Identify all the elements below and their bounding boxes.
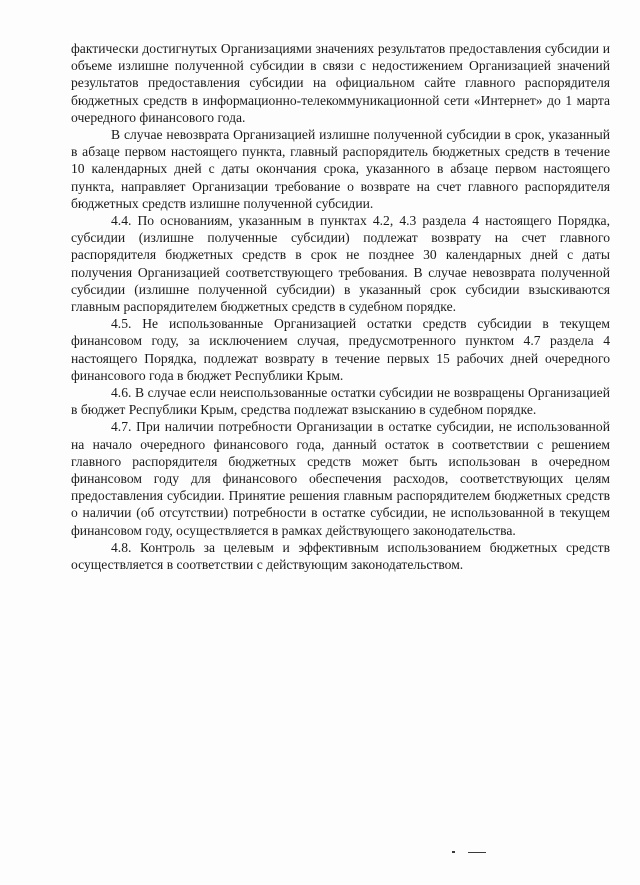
document-body bbox=[71, 40, 610, 573]
paragraph-4-5: 4.5. Не использованные Организацией остатки средств субсидии в текущем финансовом году, за исключением случая, предусмотренного пунктом 4.7 раздела 4 настоящего Порядка, подлежат возврату в течение первых 15 рабочих дней очередного финансового года в бюджет Республики Крым. bbox=[71, 316, 610, 383]
scan-mark bbox=[468, 852, 486, 853]
paragraph-4-6: 4.6. В случае если неиспользованные остатки субсидии не возвращены Организацией в бюджет Республики Крым, средства подлежат взысканию в судебном порядке. bbox=[71, 385, 610, 418]
paragraph-continuation: фактически достигнутых Организациями значениях результатов предоставления субсидии и объеме излишне полученной субсидии в связи с недостижением Организацией значений результатов предоставления субсидии на официальном сайте главного распорядителя бюджетных средств в информационно-телекоммуникационной сети «Интернет» до 1 марта очередного финансового года. bbox=[71, 41, 610, 125]
paragraph-4-7: 4.7. При наличии потребности Организации в остатке субсидии, не использованной на начало очередного финансового года, данный остаток в соответствии с решением главного распорядителя бюджетных средств может быть использован в очередном финансовом году для финансового обеспечения расходов, соответствующих целям предоставления субсидии. Принятие решения главным распорядителем бюджетных средств о наличии (об отсутствии) потребности в остатке субсидии, не использованной в текущем финансовом году, осуществляется в рамках действующего законодательства. bbox=[71, 419, 610, 538]
paragraph-4-8: 4.8. Контроль за целевым и эффективным использованием бюджетных средств осуществляется в соответствии с действующим законодательством. bbox=[71, 539, 610, 573]
scan-mark-dot bbox=[452, 851, 455, 853]
paragraph-4-4: 4.4. По основаниям, указанным в пунктах 4.2, 4.3 раздела 4 настоящего Порядка, субсидии (излишне полученные субсидии) подлежат возврату на счет главного распорядителя бюджетных средств в срок не позднее 30 календарных дней с даты получения Организацией соответствующего требования. В случае невозврата полученной субсидии (излишне полученной субсидии) в указанный срок субсидии взыскиваются главным распорядителем бюджетных средств в судебном порядке. bbox=[71, 213, 610, 315]
paragraph-nonrefund-requirement: В случае невозврата Организацией излишне полученной субсидии в срок, указанный в абзаце первом настоящего пункта, главный распорядитель бюджетных средств в течение 10 календарных дней с даты окончания срока, указанного в абзаце первом настоящего пункта, направляет Организации требование о возврате на счет главного распорядителя бюджетных средств излишне полученной субсидии. bbox=[71, 127, 610, 211]
